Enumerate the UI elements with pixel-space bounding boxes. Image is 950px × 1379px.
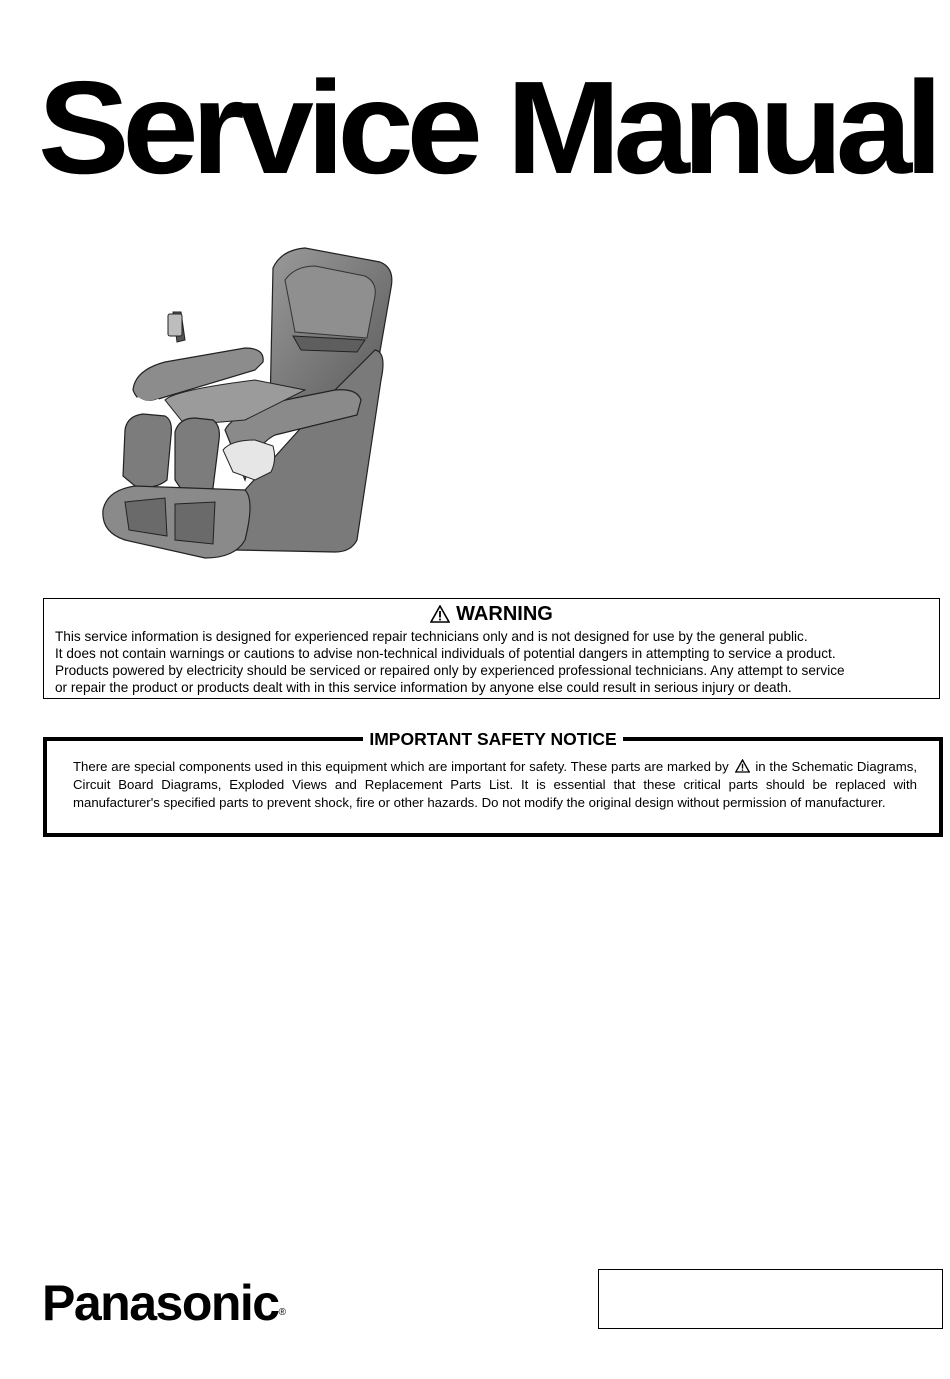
warning-triangle-icon: [735, 759, 750, 773]
warning-triangle-icon: [430, 605, 450, 623]
safety-notice-heading: [47, 728, 939, 750]
safety-text-part2: in the Schematic Diagrams, Circuit Board Diagrams, Exploded Views and Replacement Parts List. It is essential that these critical parts should be replaced with manufacturer's specified parts to prevent shock, fire or other hazards. Do not modify the original design without permission of manufacturer.: [73, 759, 918, 810]
safety-text-part1: There are special components used in this equipment which are important for safety. These parts are marked by: [73, 759, 729, 774]
registered-mark: ®: [278, 1307, 286, 1318]
warning-box: [43, 598, 940, 699]
model-info-box: [598, 1269, 943, 1329]
warning-title: WARNING: [456, 603, 553, 625]
warning-line: This service information is designed for experienced repair technicians only and is not designed for use by the general public.: [55, 629, 808, 644]
warning-heading: [44, 602, 939, 626]
massage-chair-illustration: [95, 240, 395, 575]
warning-line: Products powered by electricity should be serviced or repaired only by experienced professional technicians. Any attempt to service: [55, 663, 845, 678]
safety-notice-box: [43, 729, 943, 837]
safety-notice-title: IMPORTANT SAFETY NOTICE: [363, 729, 622, 749]
page-title: Service Manual: [38, 54, 936, 201]
safety-notice-text: [73, 758, 917, 812]
brand-logo: [42, 1275, 286, 1331]
warning-text: [55, 628, 845, 696]
warning-line: or repair the product or products dealt with in this service information by anyone else could result in serious injury or death.: [55, 680, 792, 695]
brand-name: Panasonic: [42, 1275, 279, 1331]
warning-line: It does not contain warnings or cautions to advise non-technical individuals of potential dangers in attempting to service a product.: [55, 646, 836, 661]
